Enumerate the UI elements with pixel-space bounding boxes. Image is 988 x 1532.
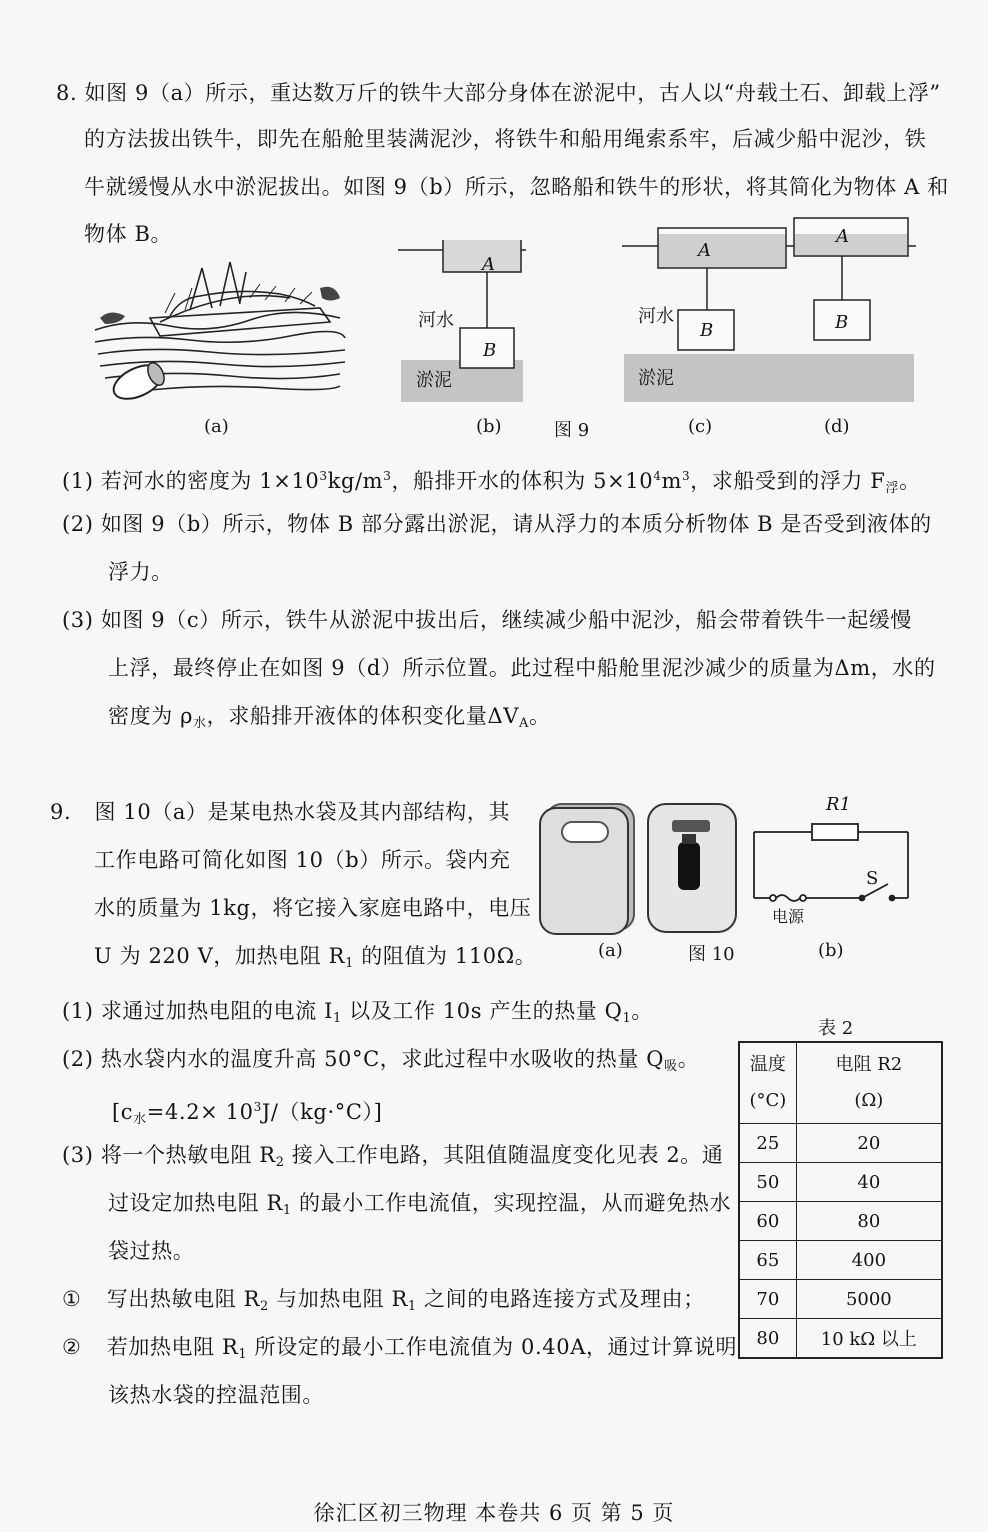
table-row: 80 10 kΩ 以上 [739, 1319, 942, 1359]
q8-sub3-line1: (3) 如图 9（c）所示，铁牛从淤泥中拔出后，继续减少船中泥沙，船会带着铁牛一起缓慢 [62, 608, 913, 632]
fig10b-switch-label: S [866, 868, 879, 889]
fig10a-caption: (a) [598, 940, 623, 961]
fig10-title: 图 10 [688, 944, 735, 965]
fig10a-hot-water-bag [532, 800, 742, 936]
q9-sub3-line1: (3) 将一个热敏电阻 $R_2$ 接入工作电路，其阻值随温度变化见表 2。通 [62, 1143, 724, 1170]
fig9b-label-b: B [483, 340, 497, 361]
circled-one: ① [62, 1287, 82, 1311]
fig10b-caption: (b) [818, 940, 844, 961]
q9-line-3: 水的质量为 1kg，将它接入家庭电路中，电压 [94, 896, 532, 920]
table-row: 60 80 [739, 1202, 942, 1241]
fig9a-caption: (a) [204, 416, 229, 437]
fig9c-mud-label: 淤泥 [638, 368, 674, 389]
table-row: 70 5000 [739, 1280, 942, 1319]
q9-line-4: U 为 220 V，加热电阻 $R_1$ 的阻值为 110Ω。 [94, 944, 537, 971]
fig9c-label-a: A [698, 240, 711, 261]
page-footer: 徐汇区初三物理 本卷共 6 页 第 5 页 [313, 1501, 675, 1525]
fig9c-caption: (c) [688, 416, 713, 437]
fig9a-ox-illustration [90, 258, 350, 406]
q8-line-3: 牛就缓慢从水中淤泥拔出。如图 9（b）所示，忽略船和铁牛的形状，将其简化为物体 A 和 [84, 175, 949, 199]
fig9d-caption: (d) [824, 416, 850, 437]
fig10b-r1-label: R1 [826, 794, 852, 815]
fig9d-label-a: A [836, 226, 849, 247]
fig9b-mud-label: 淤泥 [416, 370, 452, 391]
q9-line-1: 9. 图 10（a）是某电热水袋及其内部结构，其 [50, 800, 511, 824]
q9-sub3-line2: 过设定加热电阻 $R_1$ 的最小工作电流值，实现控温，从而避免热水 [108, 1191, 732, 1218]
q9-number: 9. [50, 800, 72, 824]
q8-line-1: 8. 如图 9（a）所示，重达数万斤的铁牛大部分身体在淤泥中，古人以“舟载土石、卸载上浮” [56, 81, 941, 105]
q8-sub3-line2: 上浮，最终停止在如图 9（d）所示位置。此过程中船舱里泥沙减少的质量为Δm，水的 [108, 656, 936, 680]
circled-two: ② [62, 1335, 82, 1359]
q9-sub3-item2-line2: 该热水袋的控温范围。 [108, 1383, 324, 1407]
q9-sub2-constant: $[c_水=4.2\times 10^3J/(kg\cdot^\circ C)]$ [112, 1100, 383, 1127]
fig9c-river-label: 河水 [638, 306, 674, 327]
q9-sub3-item1: ① 写出热敏电阻 $R_2$ 与加热电阻 $R_1$ 之间的电路连接方式及理由； [62, 1287, 705, 1314]
fig9b-river-label: 河水 [418, 310, 454, 331]
fig9-title: 图 9 [554, 420, 590, 441]
fig9c-label-b: B [700, 320, 714, 341]
q8-sub1: (1) 若河水的密度为 $1\times 10^3kg/m^3$，船排开水的体积为 $5\times 10^4m^3$，求船受到的浮力 $F_浮$。 [62, 469, 921, 496]
q8-sub2-line1: (2) 如图 9（b）所示，物体 B 部分露出淤泥，请从浮力的本质分析物体 B 是否受到液体的 [62, 512, 932, 536]
table2-header: 温度 (°C) 电阻 R2 (Ω) [739, 1042, 942, 1124]
q9-line-2: 工作电路可简化如图 10（b）所示。袋内充 [94, 848, 511, 872]
fig10b-source-label: 电源 [772, 907, 805, 926]
fig9d-label-b: B [835, 312, 849, 333]
q9-sub1: (1) 求通过加热电阻的电流 $I_1$ 以及工作 10s 产生的热量 $Q_1$。 [62, 999, 653, 1026]
q9-sub3-item2-line1: ② 若加热电阻 $R_1$ 所设定的最小工作电流值为 0.40A，通过计算说明 [62, 1335, 738, 1362]
table2-title: 表 2 [818, 1018, 854, 1039]
table2 [738, 1041, 943, 1359]
q8-line-2: 的方法拔出铁牛，即先在船舱里装满泥沙，将铁牛和船用绳索系牢，后减少船中泥沙，铁 [84, 127, 927, 151]
q8-sub2-line2: 浮力。 [108, 560, 173, 584]
table-row: 65 400 [739, 1241, 942, 1280]
table-row: 25 20 [739, 1124, 942, 1163]
q9-sub2: (2) 热水袋内水的温度升高 50°C，求此过程中水吸收的热量 $Q_吸$。 [62, 1047, 700, 1074]
fig9b-label-a: A [482, 254, 495, 275]
q8-sub3-line3: 密度为 $\rho_水$，求船排开液体的体积变化量$\Delta V_A$。 [108, 704, 551, 731]
fig9b-caption: (b) [476, 416, 502, 437]
q8-number: 8. [56, 81, 78, 105]
q8-line-4: 物体 B。 [84, 222, 173, 246]
q9-sub3-line3: 袋过热。 [108, 1239, 195, 1263]
table-row: 50 40 [739, 1163, 942, 1202]
